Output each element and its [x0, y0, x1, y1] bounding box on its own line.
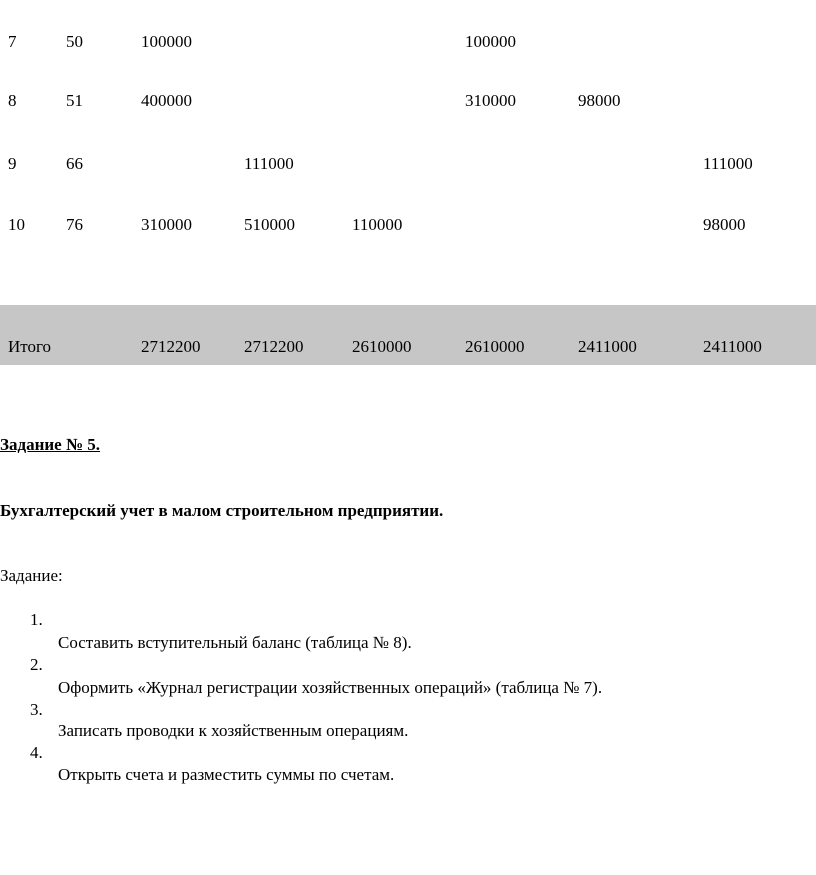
cell-value: 100000 — [465, 32, 516, 51]
row-number: 7 — [8, 32, 17, 51]
totals-label: Итого — [8, 337, 52, 356]
cell-value: 310000 — [465, 91, 516, 110]
cell-value: 110000 — [352, 215, 403, 234]
cell-value: 98000 — [578, 91, 621, 110]
list-item-text: Записать проводки к хозяйственным операциям. — [58, 721, 409, 740]
cell-value: 111000 — [703, 154, 753, 173]
total-value: 2610000 — [352, 337, 412, 356]
list-item-number: 2. — [30, 655, 43, 674]
total-value: 2411000 — [578, 337, 637, 356]
list-item-text: Составить вступительный баланс (таблица № 8). — [58, 633, 412, 652]
cell-value: 310000 — [141, 215, 192, 234]
account-number: 76 — [66, 215, 83, 234]
row-number: 8 — [8, 91, 17, 110]
row-number: 10 — [8, 215, 25, 234]
total-value: 2411000 — [703, 337, 762, 356]
cell-value: 100000 — [141, 32, 192, 51]
task-title: Задание № 5. — [0, 435, 101, 454]
account-number: 51 — [66, 91, 83, 110]
row-number: 9 — [8, 154, 17, 173]
account-number: 66 — [66, 154, 83, 173]
list-item-number: 4. — [30, 743, 43, 762]
total-value: 2610000 — [465, 337, 525, 356]
list-item-text: Открыть счета и разместить суммы по счетам. — [58, 765, 395, 784]
cell-value: 98000 — [703, 215, 746, 234]
cell-value: 510000 — [244, 215, 295, 234]
total-value: 2712200 — [141, 337, 201, 356]
total-value: 2712200 — [244, 337, 304, 356]
list-item-text: Оформить «Журнал регистрации хозяйственных операций» (таблица № 7). — [58, 678, 603, 697]
task-subtitle: Бухгалтерский учет в малом строительном предприятии. — [0, 501, 444, 520]
list-item-number: 3. — [30, 700, 43, 719]
cell-value: 111000 — [244, 154, 294, 173]
cell-value: 400000 — [141, 91, 192, 110]
list-item-number: 1. — [30, 610, 43, 629]
task-label: Задание: — [0, 566, 63, 585]
account-number: 50 — [66, 32, 83, 51]
